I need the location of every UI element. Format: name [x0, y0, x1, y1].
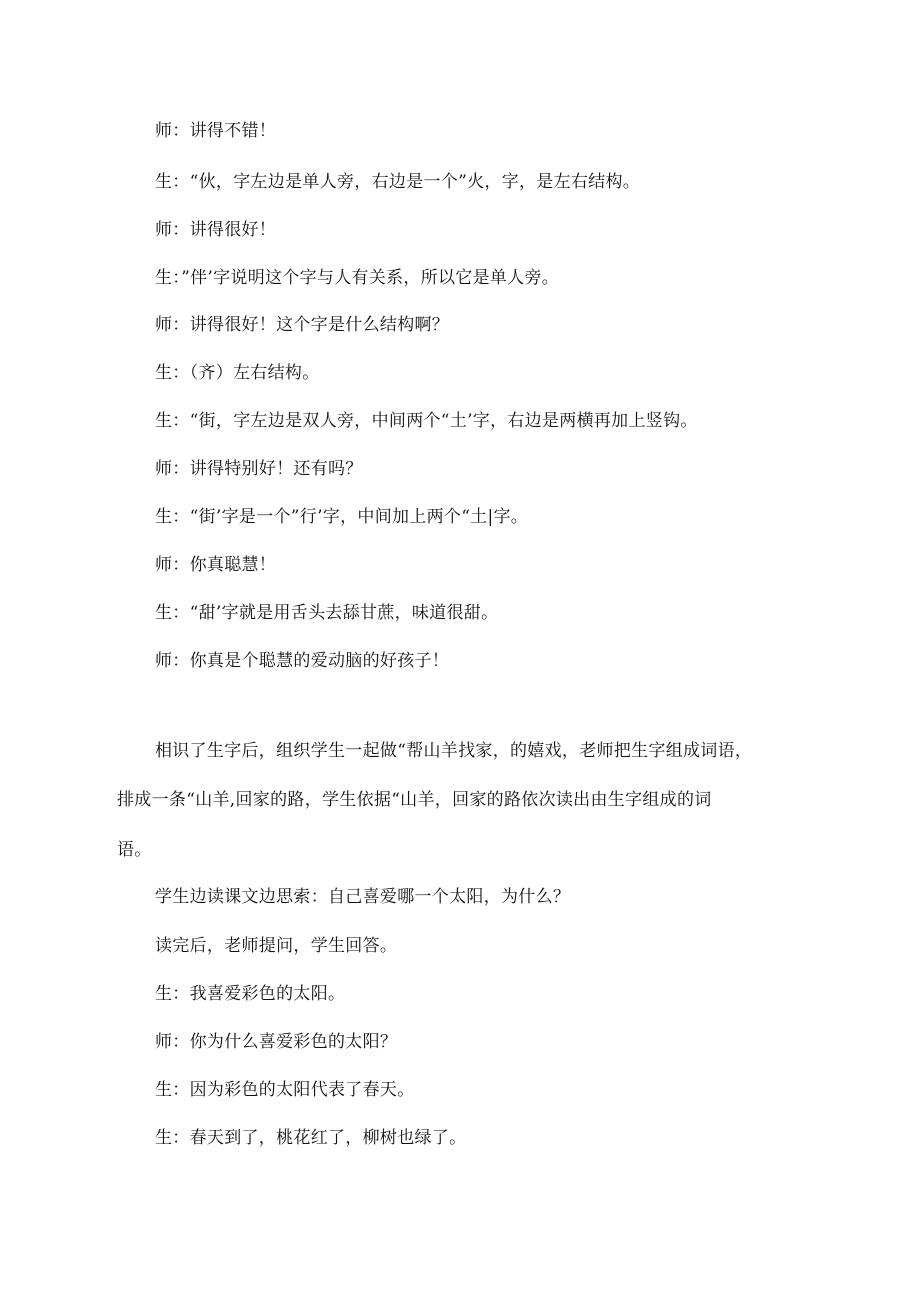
dialogue-line: 生：“街，字左边是双人旁，中间两个“土’字，右边是两横再加上竖钩。 — [155, 411, 698, 431]
dialogue-line: 生：（齐）左右结构。 — [155, 363, 320, 383]
dialogue-line: 师：讲得很好！这个字是什么结构啊？ — [155, 315, 450, 335]
dialogue-line: 师：你真聪慧！ — [155, 555, 277, 575]
dialogue-line: 生：”伴’字说明这个字与人有关系，所以它是单人旁。 — [155, 268, 560, 288]
paragraph-line-3: 语。 — [117, 840, 152, 860]
dialogue-line: 师：讲得特别好！还有吗？ — [155, 459, 363, 479]
dialogue-line: 生：“伙，字左边是单人旁，右边是一个”火，字，是左右结构。 — [155, 172, 641, 192]
dialogue-line: 师：你真是个聪慧的爱动脑的好孩子！ — [155, 651, 450, 671]
dialogue-line: 生：“街’字是一个”行’字，中间加上两个“土|字。 — [155, 507, 529, 527]
dialogue-line: 生：“甜’字就是用舌头去舔甘蔗，味道很甜。 — [155, 603, 499, 623]
dialogue-line: 师：你为什么喜爱彩色的太阳？ — [155, 1032, 398, 1052]
text-line: 学生边读课文边思索：自己喜爱哪一个太阳，为什么？ — [155, 887, 571, 907]
text-line: 读完后，老师提问，学生回答。 — [155, 936, 398, 956]
dialogue-line: 生：因为彩色的太阳代表了春天。 — [155, 1080, 415, 1100]
dialogue-line: 师：讲得很好！ — [155, 220, 277, 240]
paragraph-line-1: 相识了生字后，组织学生一起做“帮山羊找家，的嬉戏，老师把生字组成词语， — [155, 741, 753, 761]
dialogue-line: 师：讲得不错！ — [155, 121, 277, 141]
paragraph-line-2: 排成一条“山羊,回家的路，学生依据“山羊，回家的路依次读出由生字组成的词 — [117, 790, 712, 810]
dialogue-line: 生：春天到了，桃花红了，柳树也绿了。 — [155, 1128, 467, 1148]
dialogue-line: 生：我喜爱彩色的太阳。 — [155, 984, 346, 1004]
